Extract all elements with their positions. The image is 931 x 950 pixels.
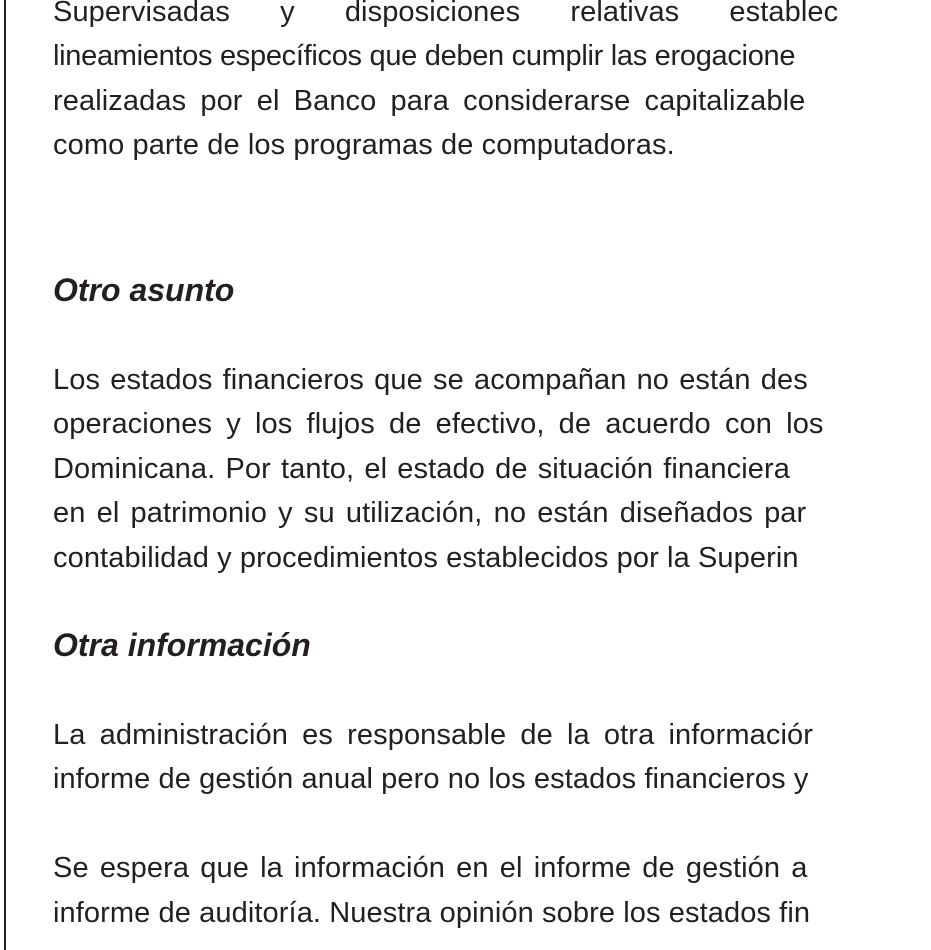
otro-asunto-line-1: Los estados financieros que se acompañan no están des xyxy=(53,364,808,396)
otra-informacion-p2-line-1: Se espera que la información en el informe de gestión a xyxy=(53,852,808,884)
heading-otro-asunto: Otro asunto xyxy=(53,272,235,308)
intro-line-3: realizadas por el Banco para considerarse capitalizable xyxy=(53,85,806,117)
otro-asunto-line-4: en el patrimonio y su utilización, no están diseñados par xyxy=(53,497,807,529)
otra-informacion-p1-line-2: informe de gestión anual pero no los estados financieros y xyxy=(53,763,809,795)
heading-otra-informacion: Otra información xyxy=(53,627,311,663)
otro-asunto-line-3: Dominicana. Por tanto, el estado de situación financiera xyxy=(53,453,790,485)
otro-asunto-line-5: contabilidad y procedimientos establecidos por la Superin xyxy=(53,542,799,574)
otro-asunto-line-2: operaciones y los flujos de efectivo, de acuerdo con los xyxy=(53,408,824,440)
intro-line-1: Supervisadas y disposiciones relativas establec xyxy=(53,0,839,28)
intro-line-2: lineamientos específicos que deben cumplir las erogacione xyxy=(53,40,796,72)
intro-line-4: como parte de los programas de computadoras. xyxy=(53,129,675,161)
otra-informacion-p2-line-2: informe de auditoría. Nuestra opinión sobre los estados fin xyxy=(53,897,811,929)
otra-informacion-p1-line-1: La administración es responsable de la otra informaciór xyxy=(53,719,813,751)
